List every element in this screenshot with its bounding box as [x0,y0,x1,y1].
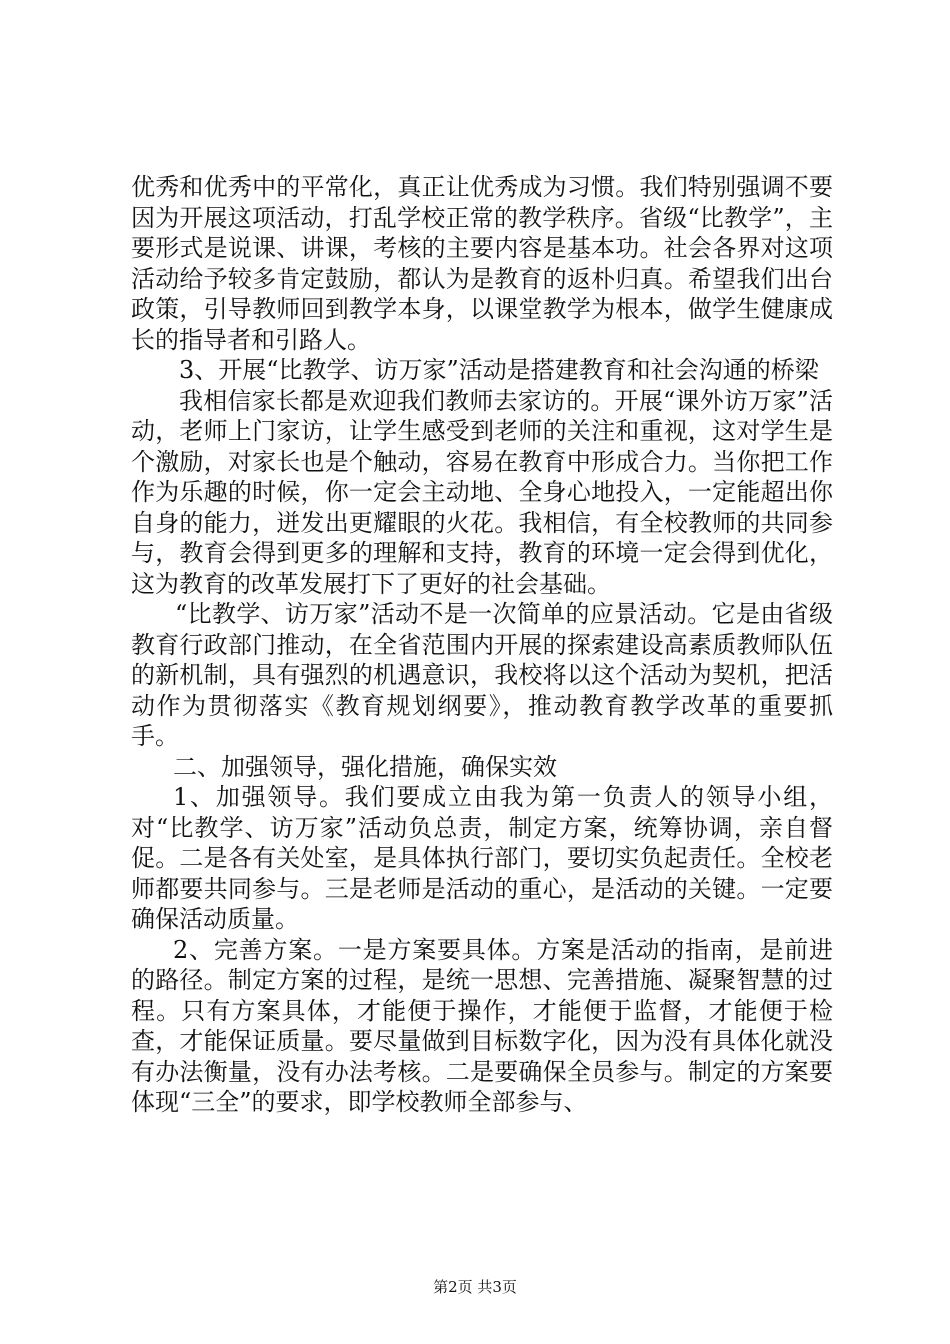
paragraph-strengthen-leadership: 1、加强领导。我们要成立由我为第一负责人的领导小组，对“比教学、访万家”活动负总责，制定方案，统筹协调，亲自督促。二是各有关处室，是具体执行部门，要切实负起责任。全校老师都要共同参与。三是老师是活动的重心，是活动的关键。一定要确保活动质量。 [131,783,833,933]
section-heading-two: 二、加强领导，强化措施，确保实效 [173,752,557,781]
paragraph-continuation: 优秀和优秀中的平常化，真正让优秀成为习惯。我们特别强调不要因为开展这项活动，打乱学校正常的教学秩序。省级“比教学”，主要形式是说课、讲课，考核的主要内容是基本功。社会各界对这项活动给予较多肯定鼓励，都认为是教育的返朴归真。希望我们出台政策，引导教师回到教学本身，以课堂教学为根本，做学生健康成长的指导者和引路人。 [131,173,833,354]
page-number-footer: 第2页 共3页 [433,1278,517,1296]
document-body [131,172,833,1118]
section-heading-3: 3、开展“比教学、访万家”活动是搭建教育和社会沟通的桥梁 [179,356,819,384]
paragraph-improve-plan: 2、完善方案。一是方案要具体。方案是活动的指南，是前进的路径。制定方案的过程，是统一思想、完善措施、凝聚智慧的过程。只有方案具体，才能便于操作，才能便于监督，才能便于检查，才能保证质量。要尽量做到目标数字化，因为没有具体化就没有办法衡量，没有办法考核。二是要确保全员参与。制定的方案要体现“三全”的要求，即学校教师全部参与、 [131,935,833,1116]
paragraph-home-visit: 我相信家长都是欢迎我们教师去家访的。开展“课外访万家”活动，老师上门家访，让学生感受到老师的关注和重视，这对学生是个激励，对家长也是个触动，容易在教育中形成合力。当你把工作作为乐趣的时候，你一定会主动地、全身心地投入，一定能超出你自身的能力，迸发出更耀眼的火花。我相信，有全校教师的共同参与，教育会得到更多的理解和支持，教育的环境一定会得到优化，这为教育的改革发展打下了更好的社会基础。 [131,386,833,598]
paragraph-activity-significance: “比教学、访万家”活动不是一次简单的应景活动。它是由省级教育行政部门推动，在全省范围内开展的探索建设高素质教师队伍的新机制，具有强烈的机遇意识，我校将以这个活动为契机，把活动作为贯彻落实《教育规划纲要》，推动教育教学改革的重要抓手。 [131,600,833,750]
